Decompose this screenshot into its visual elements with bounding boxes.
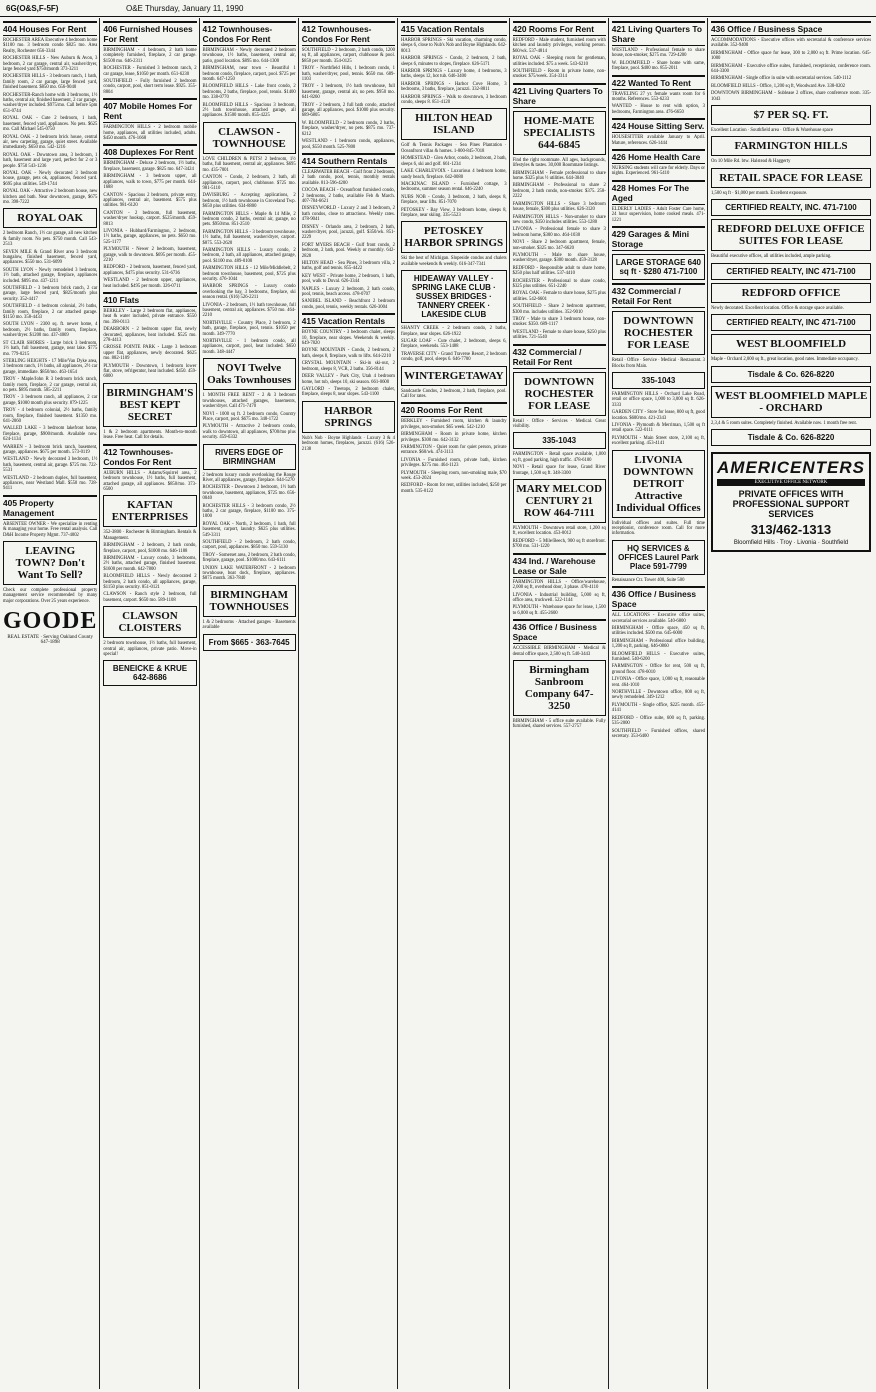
classified-ad: ROCHESTER-Ranch home with 3 bedrooms, 1½ baths, central air, finished basement, 2 car garage, washer/dryer included. $975/mo. Call before 5pm 651-0744 <box>3 92 98 114</box>
classified-ad: ELDERLY LADIES - Adult Foster Care home, 24 hour supervision, home cooked meals. 471-1221 <box>611 206 705 223</box>
classified-ad: TRAVERSE CITY - Grand Traverse Resort, 2 bedroom condo, golf, pool, sleeps 6. 646-7700 <box>400 351 507 363</box>
display-ad: 335-1043 <box>612 372 705 389</box>
classified-ad: HARBOR SPRINGS - Harbor Cove Home, 3 bedrooms, 3 baths, fireplace, jacuzzi. 332-8811 <box>400 81 507 93</box>
classified-ad: Newly decorated. Excellent location. Office & storage space available. <box>711 305 844 311</box>
americenters-logo: AMERICENTERS <box>717 457 866 477</box>
classified-ad: LIVONIA - Industrial building, 5,000 sq ft, office area, truckwell. 522-1144 <box>512 592 606 603</box>
classified-ad: FARMINGTON HILLS - Non-smoker to share new condo, $350 includes utilities. 553-1280 <box>512 214 606 225</box>
section-header: 408 Duplexes For Rent <box>103 144 196 159</box>
classified-ad: BIRMINGHAM - Newly decorated 2 bedroom townhouse, 1½ baths, basement, central air, patio, good location. $895 mo. 644-1300 <box>202 48 296 64</box>
classified-ad: Maple - Orchard 2,000 sq ft., great location, good rates. Immediate occupancy. <box>711 357 859 363</box>
classified-ad: WESTLAND - Professional female to share house, non-smoker, $275 mo. 729-4200 <box>611 48 705 59</box>
classified-ad: 1 MONTH FREE RENT - 2 & 3 bedroom townhouses, attached garages, basements, washer/dryer. Call 471-7470 <box>202 393 296 410</box>
classified-ad: REDFORD - Room for rent, utilities included, $250 per month. 535-0122 <box>400 483 507 494</box>
classified-ad: BERKLEY - Furnished room, kitchen & laundry privileges, non-smoker. $65 week. 542-1210 <box>400 419 507 430</box>
section-header: 432 Commercial / Retail For Rent <box>513 344 606 369</box>
classified-ad: Individual offices and suites. Full time receptionist, conference room. Call for more information. <box>611 520 705 537</box>
section-header: 420 Rooms For Rent <box>513 21 606 36</box>
display-ad: CERTIFIED REALTY, INC. 471-7100 <box>711 199 871 216</box>
classified-ad: FARMINGTON - Quiet room for quiet person, private entrance. $60/wk. 474-3113 <box>400 445 507 456</box>
section-header: 426 Home Health Care <box>612 149 705 164</box>
classified-ad: GROSSE POINTE PARK - Large 3 bedroom upper flat, appliances, newly decorated. $625 mo. 882-1109 <box>103 345 197 362</box>
classified-ad: HARBOR SPRINGS - Luxury home, 4 bedrooms, 3 baths, sleeps 12, hot tub. 646-3400 <box>400 69 507 80</box>
classified-ad: WESTLAND - Newly decorated 3 bedroom, 1½ bath, basement, central air, garage. $725 mo. 722-5531 <box>3 457 98 474</box>
classified-ad: WANTED - House to rent with option, 3 bedrooms, Farmington area. 476-6650 <box>611 104 705 115</box>
classified-ad: 1,500 sq ft · $1,000 per month. Excellent exposure. <box>711 190 808 196</box>
classified-ad: FARMINGTON HILLS - 12 Mile/Middlebelt, 2 bedroom townhouse, basement, pool, $725 plus security. 476-1044 <box>202 266 296 282</box>
classified-ad: ABSENTEE OWNER - We specialize in renting & managing your home. Free rental analysis. Call D&H Income Property Mgmt. 737-4002 <box>3 521 98 538</box>
classified-ad: Renaissance Ctr. Tower 400, Suite 500 <box>611 577 685 583</box>
classified-ad: SOUTHFIELD - 3 bedroom brick ranch, 2 car garage, large fenced yard, $825/month plus security. 352-4417 <box>3 286 98 302</box>
classified-ad: ROCHESTER HILLS - New Auburn & Avon, 3 bedroom, 2 car garage, central air, washer/dryer, large fenced yard $750/month 373-3211 <box>3 56 98 73</box>
classified-ad: DISNEY - Orlando area, 2 bedroom, 2 bath, washer/dryer, pool, jacuzzi, golf. $350/wk. 851-2229 <box>301 224 395 241</box>
section-header: 412 Townhouses-Condos For Rent <box>302 21 395 46</box>
classified-ad: W. BLOOMFIELD - 2 bedroom condo, 2 baths, fireplace, washer/dryer, no pets. $875 mo. 737-6212 <box>301 120 395 137</box>
section-header: 421 Living Quarters To Share <box>513 83 606 108</box>
display-ad: BIRMINGHAM TOWNHOUSES <box>203 585 296 617</box>
display-ad: Tisdale & Co. 626-8220 <box>711 366 871 383</box>
classified-ad: FARMINGTON - Office for rent, 500 sq ft, ground floor. 478-6010 <box>611 664 705 675</box>
section-header: 420 Rooms For Rent <box>401 402 507 417</box>
section-header: 414 Southern Rentals <box>302 153 395 168</box>
display-ad: DOWNTOWN ROCHESTER FOR LEASE <box>612 311 705 355</box>
classified-ad: PETOSKEY - Bay View, 3 bedroom home, sleeps 8, fireplace, near skiing. 335-5523 <box>400 207 507 218</box>
display-ad: Tisdale & Co. 626-8220 <box>711 429 871 446</box>
classified-ad: BIRMINGHAM - Room in private home, kitchen privileges. $300 mo. 642-3132 <box>400 432 507 443</box>
classified-ad: BIRMINGHAM - Single office in suite with secretarial services. 540-1112 <box>711 76 852 82</box>
classified-ad: CLAWSON - Ranch style 2 bedroom, full basement, carport. $650 mo. 589-1108 <box>103 592 197 603</box>
classified-ad: TROY - Maple/John R 3 bedroom brick ranch, family room, fireplace, 2 car garage, central air, no pets. $895 month. 585-2211 <box>3 377 98 393</box>
classified-ad: SOUTH LYON - Newly remodeled 3 bedroom, 1½ bath, attached garage, fireplace, appliances included. $895 mo. 437-1211 <box>3 267 98 284</box>
classified-ad: SOUTHFIELD - Share 2 bedroom apartment, $300 mo. includes utilities. 352-9010 <box>512 304 606 315</box>
classified-ad: CANTON - Condo, 2 bedroom, 2 bath, all appliances, carport, pool, clubhouse. $725 mo. 981-5110 <box>202 175 296 191</box>
classified-ad: On 10 Mile Rd. btw. Halstead & Haggerty <box>711 159 791 165</box>
classified-ad: NORTHVILLE - Downtown office, 800 sq ft, newly remodeled. 349-1212 <box>611 690 705 701</box>
classified-ad: ROCHESTER HILLS - 3 bedroom ranch, 1 bath, family room, 2 car garage, large fenced yard, finished basement. $850 mo. 656-9040 <box>3 74 98 91</box>
classified-ad: BIRMINGHAM, near town - Beautiful 1 bedroom condo, fireplace, carport, pool. $725 per month. 647-1250 <box>202 66 296 83</box>
column-3 <box>203 18 299 1389</box>
display-ad: CERTIFIED REALTY, INC 471-7100 <box>711 263 871 280</box>
display-ad: FARMINGTON HILLS <box>711 136 871 156</box>
classified-ad: KEY WEST - Private home, 2 bedroom, 1 bath, pool, walk to Duval. 626-3344 <box>301 273 395 285</box>
display-ad: LEAVING TOWN? Don't Want To Sell? <box>3 541 97 585</box>
classified-ad: LIVONIA - Hubbard/Farmington, 2 bedroom, 1½ baths, garage, appliances, no pets. $650 mo. 525-1177 <box>103 228 197 245</box>
column-7 <box>612 18 708 1389</box>
classified-ad: ROCHESTER HILLS - 3 bedroom condo, 2½ baths, 2 car garage, fireplace, $1100 mo. 375-1000 <box>202 503 296 520</box>
section-header: 432 Commercial / Retail For Rent <box>612 283 705 308</box>
display-ad: $7 PER SQ. FT. <box>711 105 871 125</box>
classified-ad: FARMINGTON HILLS - 2 bedroom mobile home, appliances, all utilities included, adults. $450 month. 476-1668 <box>103 125 197 142</box>
section-header: 405 Property Management <box>3 495 97 520</box>
classified-ad: Sandcastle Condos, 2 bedroom, 2 bath, fireplace, pool. Call for rates. <box>400 388 507 399</box>
classified-ad: ROYAL OAK - 2 bedroom brick house, central air, new carpeting, garage, quiet street. Available immediately. $650 mo. 542-1216 <box>3 134 98 151</box>
column-2 <box>103 18 199 1389</box>
classified-ad: ALL LOCATIONS - Executive office suites, secretarial services available. 540-6800 <box>611 613 705 624</box>
classified-ad: SOUTHFIELD - 2 bedroom, 2 bath condo, carport, pool, appliances. $850 mo. 559-5130 <box>202 540 296 551</box>
classified-ad: STERLING HEIGHTS - 17 Mile/Van Dyke area, 3 bedroom ranch, 1½ baths, all appliances, 2½ car garage, immediate. $850/mo. 463-1654 <box>3 358 98 375</box>
classified-ad: REDFORD - 2 bedroom, basement, fenced yard, appliances, $475 plus security. 531-6736 <box>103 265 197 276</box>
classified-ad: BIRMINGHAM - 5 office suite available. Fully furnished, shared services. 557-2757 <box>512 718 606 730</box>
classified-ad: SOUTHFIELD - Furnished offices, shared secretary. 353-6400 <box>611 728 705 739</box>
classified-ad: BIRMINGHAM - Luxury condo, 3 bedrooms, 2½ baths, attached garage, finished basement. $1600 per month. 642-7800 <box>103 555 197 572</box>
classified-ad: LIVONIA - 2 bedroom, 1½ bath townhouse, full basement, central air, appliances. $750 mo. 464-2210 <box>202 302 296 319</box>
classified-ad: ROYAL OAK - Cute 2 bedroom, 1 bath, basement, fenced yard, appliances. No pets. $625 mo. Call Michael 545-0750 <box>3 116 98 133</box>
classified-ad: COCOA BEACH - Oceanfront furnished condo, 2 bedrooms, 2 baths, available Feb & March. 407-784-6621 <box>301 188 395 204</box>
page-masthead <box>0 0 876 17</box>
column-1 <box>3 18 100 1389</box>
column-8 <box>711 18 873 1389</box>
classified-ad: PLYMOUTH - Downtown, 1 bedroom lower flat, stove, refrigerator, heat included. $450. 459-6000 <box>103 363 197 380</box>
classified-ad: Retail · Office · Service · Medical · Restaurant. 3 Blocks from Main. <box>611 358 705 369</box>
section-header: 422 Wanted To Rent <box>612 75 705 90</box>
classified-ad: Find the right roommate. All ages, backgrounds, lifestyles & tastes. 30,000 Roommate listings. <box>512 157 606 169</box>
display-ad: HOME-MATE SPECIALISTS 644-6845 <box>513 111 606 155</box>
classified-ad: SANIBEL ISLAND - Beachfront 2 bedroom condo, pool, tennis, weekly rentals. 626-3004 <box>301 299 395 310</box>
classified-ad: PLYMOUTH - Single office, $225 month. 455-4141 <box>611 702 705 714</box>
display-ad: DOWNTOWN ROCHESTER FOR LEASE <box>513 372 606 416</box>
display-ad: REDFORD DELUXE OFFICE SUITES FOR LEASE <box>711 219 871 251</box>
classified-ad: 1 & 2 bedrooms · Attached garages · Basements available <box>202 619 296 631</box>
classified-ad: WESTLAND - 2 bedroom upper, appliances, heat included. $495 per month. 326-0711 <box>103 278 197 289</box>
display-ad: NOVI Twelve Oaks Townhouses <box>203 358 296 390</box>
display-ad: 335-1043 <box>513 432 606 449</box>
classified-ad: LIVONIA - Plymouth & Merriman, 1,500 sq ft retail space. 522-0111 <box>611 422 705 434</box>
classified-ad: PLYMOUTH - Newer 2 bedroom, basement, garage, walk to downtown. $695 per month. 455-2210 <box>103 247 197 263</box>
classified-ad: LIVONIA - Professional female to share 3 bedroom home, $300 mo. 464-1030 <box>512 227 606 238</box>
classified-ad: SHANTY CREEK - 2 bedroom condo, 2 baths, fireplace, near slopes. 626-1922 <box>400 326 507 337</box>
classified-ad: NOVI - Share 2 bedroom apartment, female, non-smoker. $325 mo. 347-6620 <box>512 240 606 251</box>
classified-ad: UNION LAKE WATERFRONT - 2 bedroom townhouse, boat dock, fireplace, appliances. $875 month. 363-7840 <box>202 565 296 582</box>
display-ad: CERTIFIED REALTY, INC 471-7100 <box>711 314 871 331</box>
classified-ad: SUGAR LOAF - Cute chalet, 2 bedroom, sleeps 6, fireplace, weekends. 553-1488 <box>400 338 507 350</box>
logo-tagline: EXECUTIVE OFFICE NETWORK <box>717 479 865 486</box>
classified-ad: SOUTHFIELD - Room in private home, non-smoker. $75/week. 354-3314 <box>512 69 606 80</box>
section-header: 404 Houses For Rent <box>3 21 97 36</box>
section-header: 436 Office / Business Space <box>612 586 705 611</box>
classified-ad: BIRMINGHAM - Professional office building, 1,200 sq ft, parking. 646-0860 <box>611 638 705 650</box>
display-ad: WEST BLOOMFIELD MAPLE - ORCHARD <box>711 386 871 418</box>
section-header: 428 Homes For The Aged <box>612 180 705 205</box>
classified-ad: NAPLES - Luxury 2 bedroom, 2 bath condo, pool, tennis, beach access. 478-0707 <box>301 286 395 298</box>
classified-ad: DOWNTOWN BIRMINGHAM - Sublease 2 offices, share conference room. 335-1043 <box>711 91 872 102</box>
section-header: 407 Mobile Homes For Rent <box>103 98 196 123</box>
section-header: 412 Townhouses-Condos For Rent <box>203 21 296 46</box>
classified-ad: DEER VALLEY - Park City, Utah 4 bedroom home, hot tub, sleeps 10, ski season. 661-0600 <box>301 374 395 385</box>
classified-ad: FARMINGTON HILLS - Luxury condo, 2 bedroom, 2 bath, all appliances, attached garage, pool. $1100 mo. 489-0100 <box>202 247 296 264</box>
classified-ad: TRAVELING 27 yr. female wants room for 6 months. References. 553-6233 <box>611 91 705 103</box>
classified-ad: AUBURN HILLS - Adams/Squirrel area, 2 bedroom townhouse, 1½ baths, full basement, attached garage, all appliances. $850/mo. 373-6500 <box>103 470 197 492</box>
classified-ad: ST CLAIR SHORES - Large brick 3 bedroom, 1½ bath, full basement, garage, near lake. $775 mo. 779-0215 <box>3 340 98 357</box>
classified-ad: ROCHESTER - Furnished 3 bedroom ranch, 2 car garage, lease, $1050 per month. 651-6230 <box>103 66 197 77</box>
classified-ad: DEARBORN - 2 bedroom upper flat, newly decorated, appliances, heat included. $525 mo. 278-4413 <box>103 327 197 344</box>
classified-ad: 1 & 2 bedroom apartments. Month-to-month lease. Free heat. Call for details. <box>103 429 197 441</box>
classified-ad: HARBOR SPRINGS - Condo, 2 bedroom, 2 bath, sleeps 6, minutes to slopes, fireplace. 626-5171 <box>400 56 507 67</box>
ad-headline: PRIVATE OFFICES WITH PROFESSIONAL SUPPORT SERVICES <box>732 488 850 519</box>
classified-ad: TROY - 4 bedroom colonial, 2½ baths, family room, fireplace, finished basement. $1350 mo. 641-2060 <box>3 408 98 424</box>
classified-ad: SEVEN MILE & Grand River area 3 bedroom bungalow, finished basement, fenced yard, appliances. $550 mo. 531-6099 <box>3 249 98 266</box>
classified-ad: Nub's Nob · Boyne Highlands · Luxury 3 & 4 bedroom homes, fireplaces, jacuzzi. (616) 526-2138 <box>301 435 395 452</box>
classified-ad: FARMINGTON HILLS - Orchard Lake Road, retail or office space, 1,000 to 3,000 sq ft. 626-3333 <box>611 391 705 408</box>
display-ad: CLAWSON CLOISTERS <box>103 606 196 638</box>
display-ad: WEST BLOOMFIELD <box>711 334 871 354</box>
classified-ad: WESTLAND - 1 bedroom condo, appliances, pool, $550 month. 525-7800 <box>301 139 395 150</box>
classified-ad: TROY - Somerset area, 2 bedroom, 2 bath condo, fireplace, garage, pool. $1000/mo. 643-6111 <box>202 552 296 564</box>
classified-ad: NOVI - Retail space for lease, Grand River frontage, 1,500 sq ft. 348-3300 <box>512 465 606 476</box>
classified-ad: BERKLEY - Large 2 bedroom flat, appliances, heat & water included, private entrance. $550 mo. 398-0113 <box>103 309 197 325</box>
classified-ad: HOUSESITTER available January to April. Mature, references. 626-1444 <box>611 135 705 146</box>
paper-and-date: O&E Thursday, January 11, 1990 <box>126 3 244 13</box>
classified-ad: BLOOMFIELD HILLS - Spacious 3 bedroom, 2½ bath townhouse, attached garage, all appliances. $1500 month. 855-4225 <box>202 102 296 119</box>
display-ad: WINTERGETAWAY <box>401 366 507 386</box>
goode-logo: GOODE <box>3 608 98 635</box>
classified-ad: ROYAL OAK - Sleeping room for gentleman, utilities included. $75 a week. 543-6210 <box>512 56 606 67</box>
display-ad: BENEICKE & KRUE 642-8686 <box>103 660 196 686</box>
classified-ad: 2 bedroom townhouse, 1½ baths, full basement, central air, appliances, private patio. Move-in special! <box>103 641 197 657</box>
classified-ad: BIRMINGHAM - Female professional to share home. $325 plus ½ utilities. 644-3040 <box>512 170 606 182</box>
classified-ad: ROYAL OAK - North, 2 bedroom, 1 bath, full basement, carport, laundry. $625 plus utilities. 549-3311 <box>202 521 296 538</box>
classified-ad: BIRMINGHAM - Office space for lease, 300 to 2,000 sq ft. Prime location. 645-1000 <box>711 50 872 62</box>
classified-ad: REDFORD - Responsible adult to share home, $250 plus half utilities. 537-4410 <box>512 265 606 277</box>
classified-ad: BIRMINGHAM - Professional to share 2 bedroom, 2 bath condo, non-smoker. $375. 258-2222 <box>512 183 606 200</box>
classified-ad: ROCHESTER - Downtown 2 bedroom, 1½ bath townhouse, basement, appliances, $725 mo. 656-0040 <box>202 485 296 502</box>
column-5 <box>401 18 510 1389</box>
column-6 <box>513 18 609 1389</box>
classified-ad: BIRMINGHAM - Deluxe 2 bedroom, 1½ baths, fireplace, basement, garage. $825 mo. 647-3424 <box>103 161 197 172</box>
display-ad: LIVONIA DOWNTOWN DETROIT Attractive Individual Offices <box>612 450 705 518</box>
classified-ad: CRYSTAL MOUNTAIN - Ski-in ski-out, 2 bedroom, sleeps 8, VCR, 2 baths. 356-8144 <box>301 361 395 372</box>
classified-ad: NOVI - 1000 sq ft. 2 bedroom condo, Country Place, carport, pool. $675 mo. 348-1722 <box>202 411 296 422</box>
classified-ad: FARMINGTON HILLS - 3 bedroom townhouse, 1½ baths, full basement, washer/dryer, carport. $875. 553-2620 <box>202 229 296 246</box>
display-ad: From $665 · 363-7645 <box>203 634 296 651</box>
classified-ad: CANTON - Spacious 2 bedroom, private entry, appliances, central air, basement. $575 plus utilities. 981-6120 <box>103 192 197 209</box>
classified-ad: SOUTHFIELD - 4 bedroom colonial, 2½ baths, family room, fireplace, 2 car attached garage. $1150 mo. 358-4433 <box>3 304 98 321</box>
ad-locations: Bloomfield Hills · Troy · Livonia · Southfield <box>733 539 849 546</box>
section-label: 6G(O&S,F-5F) <box>6 3 59 13</box>
classified-ad: REDFORD - Male student, furnished room with kitchen and laundry privileges, working person. $60/wk. 537-4814 <box>512 38 606 54</box>
classified-ad: BLOOMFIELD HILLS - Executive suites, furnished. 540-6200 <box>611 651 705 663</box>
classified-ad: PLYMOUTH - Male to share house, washer/dryer, garage. $300 month. 459-3128 <box>512 252 606 264</box>
classified-ad: PLYMOUTH - Attractive 2 bedroom condo, walk to downtown, all appliances, $700/mo plus security. 459-6332 <box>202 424 296 441</box>
classified-ad: WESTLAND - 2 bedroom duplex, full basement, appliances, near Westland Mall. $550 mo. 728-9411 <box>3 475 98 492</box>
classified-ad: WALLED LAKE - 3 bedroom lakefront home, fireplace, garage, $900/month. Available now. 624-1134 <box>3 426 98 443</box>
classified-ad: 2 bedroom Ranch, 1½ car garage, all new kitchen & family room. No pets. $750 month. Call 543-2513 <box>3 231 98 248</box>
classified-ad: HARBOR SPRINGS - Walk to downtown, 3 bedroom condo, sleeps 8. 851-4120 <box>400 94 507 106</box>
classified-ad: BLOOMFIELD HILLS - Newly decorated 2 bedroom, 2 bath condo, all appliances, garage, $1150 plus security. 851-0121 <box>103 574 197 590</box>
section-header: 421 Living Quarters To Share <box>612 21 705 46</box>
classified-ad: FARMINGTON HILLS - Office/warehouse, 2,000 sq ft, overhead door, 3 phase. 478-4110 <box>512 579 606 591</box>
classified-columns <box>3 18 873 1389</box>
classified-ad: LAKE CHARLEVOIX - Luxurious 4 bedroom home, sandy beach, fireplace. 642-0080 <box>400 169 507 180</box>
display-ad: RETAIL SPACE FOR LEASE <box>711 168 871 188</box>
display-ad: CLAWSON - TOWNHOUSE <box>203 122 296 154</box>
classified-ad: ROYAL OAK - Newly decorated 3 bedroom house, garage, pets ok, appliances, fenced yard. $695 plus utilities. 549-1744 <box>3 170 98 187</box>
classified-ad: BIRMINGHAM - Executive office suites, furnished, receptionist, conference room. 644-3300 <box>711 63 872 75</box>
classified-ad: DISNEYWORLD - Luxury 2 and 3 bedroom, 2 bath condos, close to attractions. Weekly rates. 478-9041 <box>301 206 395 223</box>
classified-ad: BIRMINGHAM - 4 bedroom, 2 bath home completely furnished, fireplace, 2 car garage. $1500 mo. 646-2311 <box>103 48 197 64</box>
classified-ad: BOYNE COUNTRY - 3 bedroom chalet, sleeps 10, fireplace, near slopes. Weekends & weekly. 649-7820 <box>301 330 395 347</box>
classified-ad: ACCOMMODATIONS - Executive offices with secretarial & conference services available. 352-9400 <box>711 38 872 49</box>
goode-logo-ad <box>3 608 97 645</box>
classified-ad: HILTON HEAD - Sea Pines, 3 bedroom villa, 2 baths, golf and tennis. 855-4422 <box>301 261 395 272</box>
classified-ad: NORTHVILLE - 1 bedroom condo, all appliances, carport, pool, heat included. $650 month. 348-4447 <box>202 339 296 355</box>
classified-ad: 2 bedroom luxury condo overlooking the Rouge River, all appliances, garage, fireplace. 644-5270 <box>202 472 296 483</box>
classified-ad: Ski the best of Michigan. Slopeside condos and chalets available weekends & weekly. 616-347-7341 <box>400 256 507 267</box>
display-ad: KAFTAN ENTERPRISES <box>103 495 196 527</box>
classified-ad: 2,3,4 & 5 room suites. Completely finished. Available now. 1 month free rent. <box>711 420 857 426</box>
classified-ad: ROYAL OAK - Downtown area, 3 bedroom, 1 bath, basement and large yard, perfect for 2 or 3 people. $750 543-1236 <box>3 152 98 169</box>
classified-ad: ACCESSIBLE BIRMINGHAM - Medical & dental office space, 2,500 sq ft. 540-3443 <box>512 646 606 657</box>
classified-ad: NUBS NOB - Condo, 3 bedroom, 2 bath, sleeps 8, fireplace, near lifts. 851-7070 <box>400 194 507 206</box>
section-header: 424 House Sitting Serv. <box>612 118 705 133</box>
classified-ad: ROCHESTER - Professional to share condo, $325 plus utilities. 651-2240 <box>512 278 606 289</box>
classified-ad: SOUTHFIELD - Fully furnished 2 bedroom condo, carport, pool, short term lease. $925. 355-8804 <box>103 79 197 95</box>
classified-ad: PLYMOUTH - Downtown retail store, 1,200 sq ft, excellent location. 453-0012 <box>512 526 606 537</box>
classified-ad: 352-3800 · Rochester & Birmingham. Rentals & Management. <box>103 530 197 541</box>
ad-phone: 313/462-1313 <box>750 521 832 537</box>
display-ad: BIRMINGHAM'S BEST KEPT SECRET <box>103 383 196 427</box>
column-4 <box>302 18 398 1389</box>
classified-ad: BIRMINGHAM - 3 bedroom upper, all appliances, walk to town, $775 per month. 644-1688 <box>103 174 197 191</box>
section-header: 436 Office / Business Space <box>513 619 606 644</box>
classified-ad: ROCHESTER AREA Executive 4 bedroom home $1100 mo. 3 bedroom condo $825 mo. Area Realty, Rochester 656-3344 <box>3 38 98 54</box>
classified-ad: TROY - 3 bedroom, 1½ bath townhouse, full basement, garage, central air, no pets. $950 mo. 641-8260 <box>301 84 395 101</box>
display-ad: HARBOR SPRINGS <box>302 401 395 433</box>
classified-ad: HOMESTEAD - Glen Arbor, condo, 2 bedroom, 2 bath, sleeps 6, ski and golf. 661-1234 <box>400 156 507 167</box>
section-header: 412 Townhouses-Condos For Rent <box>103 444 196 469</box>
section-header: 429 Garages & Mini Storage <box>612 226 705 251</box>
classified-ad: TROY - Northfield Hills, 1 bedroom condo, 1 bath, washer/dryer, pool, tennis. $650 mo. 689-1103 <box>301 66 395 83</box>
classified-ad: BOYNE MOUNTAIN - Condo, 2 bedroom, 2 bath, sleeps 8, fireplace, walk to lifts. 644-2210 <box>301 348 395 359</box>
classified-ad: DAVISBURG - Accepting applications, 2 bedroom, 1½ bath townhouse in Groveland Twp. $650 plus utilities. 634-8800 <box>202 193 296 210</box>
classified-ad: Beautiful executive offices, all utilities included, ample parking. <box>711 254 832 260</box>
classified-ad: PLYMOUTH - Main Street store, 2,100 sq ft, excellent parking. 453-4141 <box>611 435 705 447</box>
classified-ad: LOVE CHILDREN & PETS! 2 bedroom, 1½ baths, full basement, central air, appliances. $695 mo. 435-7001 <box>202 156 296 173</box>
classified-ad: REDFORD - Office suite, 600 sq ft, parking. 535-2000 <box>611 715 705 727</box>
classified-ad: NURSING students will care for elderly. Days or nights. Experienced. 961-5410 <box>611 166 705 177</box>
classified-ad: BLOOMFIELD HILLS - Lake front condo, 2 bedrooms, 2 baths, fireplace, pool, tennis. $1400 mo. 338-0770 <box>202 84 296 101</box>
classified-ad: ROYAL OAK - Female to share house, $275 plus utilities. 542-6601 <box>512 291 606 302</box>
classified-ad: LIVONIA - Furnished room, private bath, kitchen privileges. $275 mo. 464-1123 <box>400 457 507 469</box>
classified-ad: Golf & Tennis Packages · Sea Pines Plantation · Oceanfront villas & homes. 1-800-845-7018 <box>400 143 507 154</box>
classified-ad: ROYAL OAK - Attractive 2 bedroom house, new kitchen and bath. Near downtown, garage, $675 mo. 398-7222 <box>3 189 98 205</box>
section-header: 410 Flats <box>103 292 196 307</box>
classified-ad: Retail · Office · Services · Medical. Great visibility. <box>512 418 606 430</box>
classified-ad: NORTHVILLE - Country Place, 2 bedroom, 2 bath, garage, fireplace, pool, tennis. $1050 per month. 349-7770 <box>202 320 296 337</box>
classified-ad: MACKINAC ISLAND - Furnished cottage, 3 bedrooms, summer season rental. 646-2240 <box>400 181 507 193</box>
display-ad: PETOSKEY HARBOR SPRINGS <box>401 221 507 253</box>
classified-ad: Check our complete professional property management service recommended by many major corporations. Over 25 years experience. <box>3 588 98 604</box>
section-header: 406 Furnished Houses For Rent <box>103 21 196 46</box>
classified-ad: SOUTHFIELD - 2 bedroom, 2 bath condo, 1200 sq ft, all appliances, carport, clubhouse & pool. $850 per month. 354-0125 <box>301 48 395 64</box>
classified-ad: FARMINGTON HILLS - Share 3 bedroom house, female, $300 plus utilities. 626-3120 <box>512 201 606 213</box>
classified-ad: TROY - 2 bedroom, 2 full bath condo, attached garage, all appliances, pool. $1000 plus security. 689-6805 <box>301 102 395 119</box>
section-header: 415 Vacation Rentals <box>302 313 395 328</box>
display-ad: HQ SERVICES & OFFICES Laurel Park Place 591-7799 <box>612 540 705 575</box>
display-ad: MARY MELCOD CENTURY 21 ROW 464-7111 <box>513 479 606 523</box>
classified-ad: SOUTH LYON - 2300 sq. ft. newer home, 4 bedroom, 2½ baths, family room, fireplace, washer/dryer. $1200 mo. 437-4069 <box>3 322 98 339</box>
classified-ad: REDFORD - 5 Mile/Beech, 900 sq ft storefront. $700 mo. 531-1220 <box>512 538 606 550</box>
classified-ad: HARBOR SPRINGS - Luxury condo overlooking the bay, 3 bedrooms, fireplace, ski season rental. (616) 526-2211 <box>202 284 296 301</box>
classified-ad: GAYLORD - Treetops, 2 bedroom chalet, fireplace, sleeps 8, near slopes. 543-1100 <box>301 386 395 398</box>
classified-ad: TROY - 3 bedroom ranch, all appliances, 2 car garage, $1000 month plus security. 879-1225 <box>3 395 98 406</box>
classified-ad: HARBOR SPRINGS - Ski vacation, charming condo, sleeps 6, close to Nub's Nob and Boyne Highlands. 642-8013 <box>400 38 507 54</box>
classified-ad: Excellent Location · Southfield area · Office & Warehouse space <box>711 128 833 134</box>
display-ad: HIDEAWAY VALLEY · SPRING LAKE CLUB · SUSSEX BRIDGES · TANNERY CREEK · LAKESIDE CLUB <box>401 270 507 323</box>
display-ad: ROYAL OAK <box>3 208 97 228</box>
classified-ad: BLOOMFIELD HILLS - Office, 1,200 sq ft, Woodward Ave. 338-0202 <box>711 83 846 89</box>
section-header: 434 Ind. / Warehouse Lease or Sale <box>513 553 606 578</box>
section-header: 415 Vacation Rentals <box>401 21 507 36</box>
classified-ad: LIVONIA - Office space, 1,000 sq ft, reasonable rent. 464-1010 <box>611 677 705 688</box>
classified-ad: TROY - Male to share 3 bedroom house, non-smoker. $350. 689-1117 <box>512 317 606 328</box>
display-ad: HILTON HEAD ISLAND <box>401 108 507 140</box>
classified-ad: W. BLOOMFIELD - Share home with same, fireplace, pool. $400 mo. 855-2011 <box>611 60 705 72</box>
classified-ad: PLYMOUTH - Sleeping room, non-smoking male, $70 week. 453-2024 <box>400 470 507 482</box>
americenters-ad <box>711 452 871 552</box>
display-ad: Birmingham Sanbroom Company 647-3250 <box>513 660 606 716</box>
display-ad: REDFORD OFFICE <box>711 283 871 303</box>
section-header: 436 Office / Business Space <box>711 21 871 36</box>
goode-tagline: REAL ESTATE · Serving Oakland County 647-1898 <box>7 635 93 646</box>
classified-ad: WARREN - 3 bedroom brick ranch, basement, garage, appliances. $675 per month. 573-0119 <box>3 444 98 455</box>
display-ad: LARGE STORAGE 640 sq ft · $280 471-7100 <box>612 254 705 280</box>
classified-ad: BIRMINGHAM - 2 bedroom, 2 bath condo, fireplace, carport, pool, $1000 mo. 646-1188 <box>103 543 197 554</box>
classified-ad: FORT MYERS BEACH - Gulf front condo, 2 bedroom, 2 bath, pool. Weekly or monthly. 642-2828 <box>301 242 395 259</box>
classified-ad: FARMINGTON HILLS - Maple & 14 Mile, 2 bedroom condo, 2 baths, central air, garage, no pets. $950/mo. 851-2510 <box>202 211 296 228</box>
classified-ad: CANTON - 2 bedroom, full basement, washer/dryer hookup, carport. $525/month. 459-8813 <box>103 210 197 227</box>
classified-ad: CLEARWATER BEACH - Gulf front 2 bedroom, 2 bath condo, pool, tennis, monthly rentals available. 813-596-4200 <box>301 169 395 186</box>
classified-ad: FARMINGTON - Retail space available, 1,000 sq ft, good parking, high traffic. 478-6100 <box>512 452 606 463</box>
classified-ad: GARDEN CITY - Store for lease, 800 sq ft, good location. $600/mo. 421-2343 <box>611 410 705 421</box>
classified-ad: WESTLAND - Female to share house, $250 plus utilities. 721-5540 <box>512 329 606 341</box>
display-ad: RIVERS EDGE OF BIRMINGHAM <box>203 444 296 470</box>
classified-ad: PLYMOUTH - Warehouse space for lease, 1,500 to 6,000 sq ft. 455-2600 <box>512 605 606 616</box>
classified-ad: BIRMINGHAM - Office space, 450 sq ft, utilities included. $500 mo. 645-6000 <box>611 626 705 637</box>
